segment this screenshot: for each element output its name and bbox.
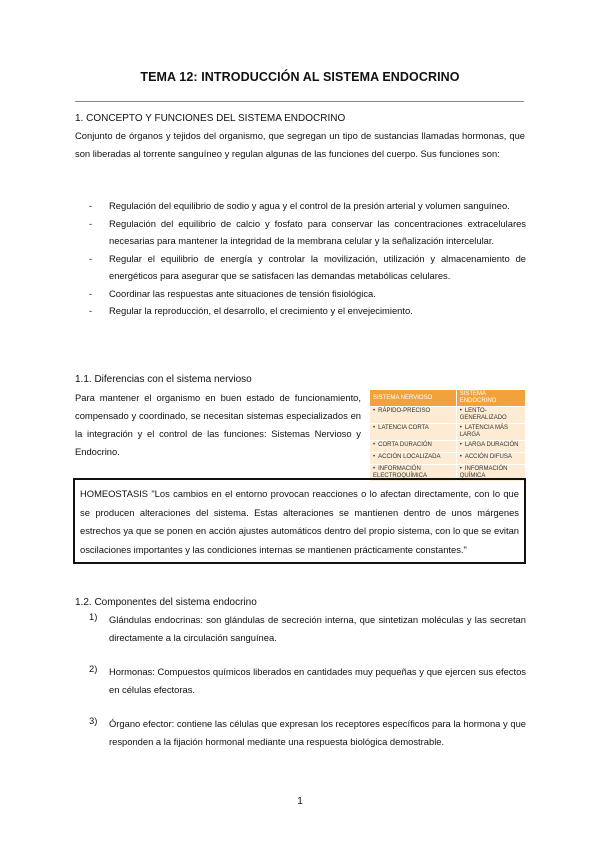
- cell-text: LARGA DURACIÓN: [464, 442, 519, 448]
- section-1-heading: 1. CONCEPTO Y FUNCIONES DEL SISTEMA ENDOCRINO: [75, 113, 346, 124]
- bullet-marker: •: [459, 408, 462, 414]
- table-row: [370, 441, 525, 453]
- cell-text: INFORMACIÓN QUÍMICA: [459, 466, 508, 479]
- table-row: [370, 453, 525, 465]
- list-item: [89, 302, 526, 320]
- table-cell: [370, 424, 456, 441]
- list-item-text: Regular el equilibrio de energía y controlar la movilización, utilización y almacenamiento de energéticos para asegurar que se satisfacen las demandas metabólicas celulares.: [109, 252, 526, 281]
- homeostasis-box: HOMEOSTASIS "Los cambios en el entorno provocan reacciones o lo afectan directamente, con lo que se producen alteraciones del sistema. Estas alteraciones se mantienen dentro de unos márgenes estrechos ya que se ponen en acción ajustes automáticos dentro del propio sistema, con lo que se evitan oscilaciones importantes y las condiciones internas se mantienen prácticamente constantes.": [73, 478, 526, 564]
- list-item: [89, 285, 526, 303]
- table-header: SISTEMA NERVIOSO: [370, 390, 456, 407]
- item-number: 3): [89, 715, 98, 726]
- cell-text: ACCIÓN DIFUSA: [464, 454, 512, 460]
- bullet-marker: •: [459, 425, 462, 431]
- item-number: 2): [89, 663, 98, 674]
- list-item: [89, 663, 526, 699]
- cell-text: LATENCIA MÁS LARGA: [459, 425, 509, 438]
- item-text: Órgano efector: contiene las células que expresan los receptores específicos para la hormona y que responden a la fijación hormonal mediante una respuesta biológica demostrable.: [109, 718, 526, 747]
- table-cell: [370, 441, 456, 453]
- list-item: [89, 715, 526, 751]
- bullet-marker: •: [373, 442, 376, 448]
- section-1-1-text: Para mantener el organismo en buen estado de funcionamiento, compensado y coordinado, se necesitan sistemas especializados en la integración y el control de las funciones: Sistemas Nervioso y Endocrino.: [75, 392, 361, 457]
- table-cell: [456, 424, 525, 441]
- bullet-marker: -: [89, 252, 93, 264]
- bullet-marker: •: [459, 454, 462, 460]
- page-title: TEMA 12: INTRODUCCIÓN AL SISTEMA ENDOCRINO: [140, 70, 460, 84]
- list-item-text: Coordinar las respuestas ante situaciones de tensión fisiológica.: [109, 287, 376, 299]
- cell-text: LENTO- GENERALIZADO: [459, 408, 507, 421]
- page-number: 1: [297, 796, 303, 807]
- bullet-marker: •: [373, 454, 376, 460]
- functions-list: [89, 197, 526, 320]
- bullet-marker: •: [373, 466, 376, 472]
- cell-text: LATENCIA CORTA: [378, 425, 429, 431]
- bullet-marker: -: [89, 305, 93, 316]
- list-item: [89, 197, 526, 215]
- bullet-marker: •: [459, 466, 462, 472]
- list-item: [89, 611, 526, 647]
- section-1-intro: Conjunto de órganos y tejidos del organismo, que segregan un tipo de sustancias llamadas hormonas, que son liberadas al torrente sanguíneo y regulan algunas de las funciones del cuerpo. Sus funciones son:: [75, 130, 525, 159]
- bullet-marker: •: [459, 442, 462, 448]
- item-text: Glándulas endocrinas: son glándulas de secreción interna, que sintetizan moléculas y las secretan directamente a la circulación sanguínea.: [109, 614, 526, 643]
- cell-text: RÁPIDO-PRECISO: [378, 408, 431, 414]
- bullet-marker: -: [89, 287, 93, 299]
- table-cell: [370, 453, 456, 465]
- list-item: [89, 215, 526, 250]
- bullet-marker: -: [89, 217, 93, 229]
- section-1-2-heading: 1.2. Componentes del sistema endocrino: [75, 597, 257, 608]
- cell-text: ACCIÓN LOCALIZADA: [378, 454, 441, 460]
- table-cell: [370, 407, 456, 424]
- table-row: [370, 424, 525, 441]
- item-text: Hormonas: Compuestos químicos liberados en cantidades muy pequeñas y que ejercen sus efectos en células efectoras.: [109, 666, 526, 695]
- list-item: [89, 250, 526, 285]
- table-row: [370, 407, 525, 424]
- cell-text: CORTA DURACIÓN: [378, 442, 432, 448]
- title-divider: [75, 101, 524, 102]
- table-header: SISTEMA ENDOCRINO: [456, 390, 525, 407]
- table-cell: [456, 453, 525, 465]
- bullet-marker: -: [89, 200, 93, 211]
- item-number: 1): [89, 611, 98, 622]
- list-item-text: Regular la reproducción, el desarrollo, el crecimiento y el envejecimiento.: [109, 305, 413, 316]
- section-1-1-heading: 1.1. Diferencias con el sistema nervioso: [75, 374, 252, 385]
- cell-text: INFORMACIÓN ELECTROQUÍMICA: [373, 466, 428, 479]
- table-cell: [456, 441, 525, 453]
- list-item-text: Regulación del equilibrio de sodio y agua y el control de la presión arterial y volumen sanguíneo.: [109, 200, 510, 211]
- bullet-marker: •: [373, 425, 376, 431]
- table-header-row: [370, 390, 525, 407]
- bullet-marker: •: [373, 408, 376, 414]
- table-cell: [456, 407, 525, 424]
- list-item-text: Regulación del equilibrio de calcio y fosfato para conservar las concentraciones extracelulares necesarias para mantener la integridad de la membrana celular y la señalización intercelular.: [109, 217, 526, 246]
- comparison-table: [370, 390, 525, 481]
